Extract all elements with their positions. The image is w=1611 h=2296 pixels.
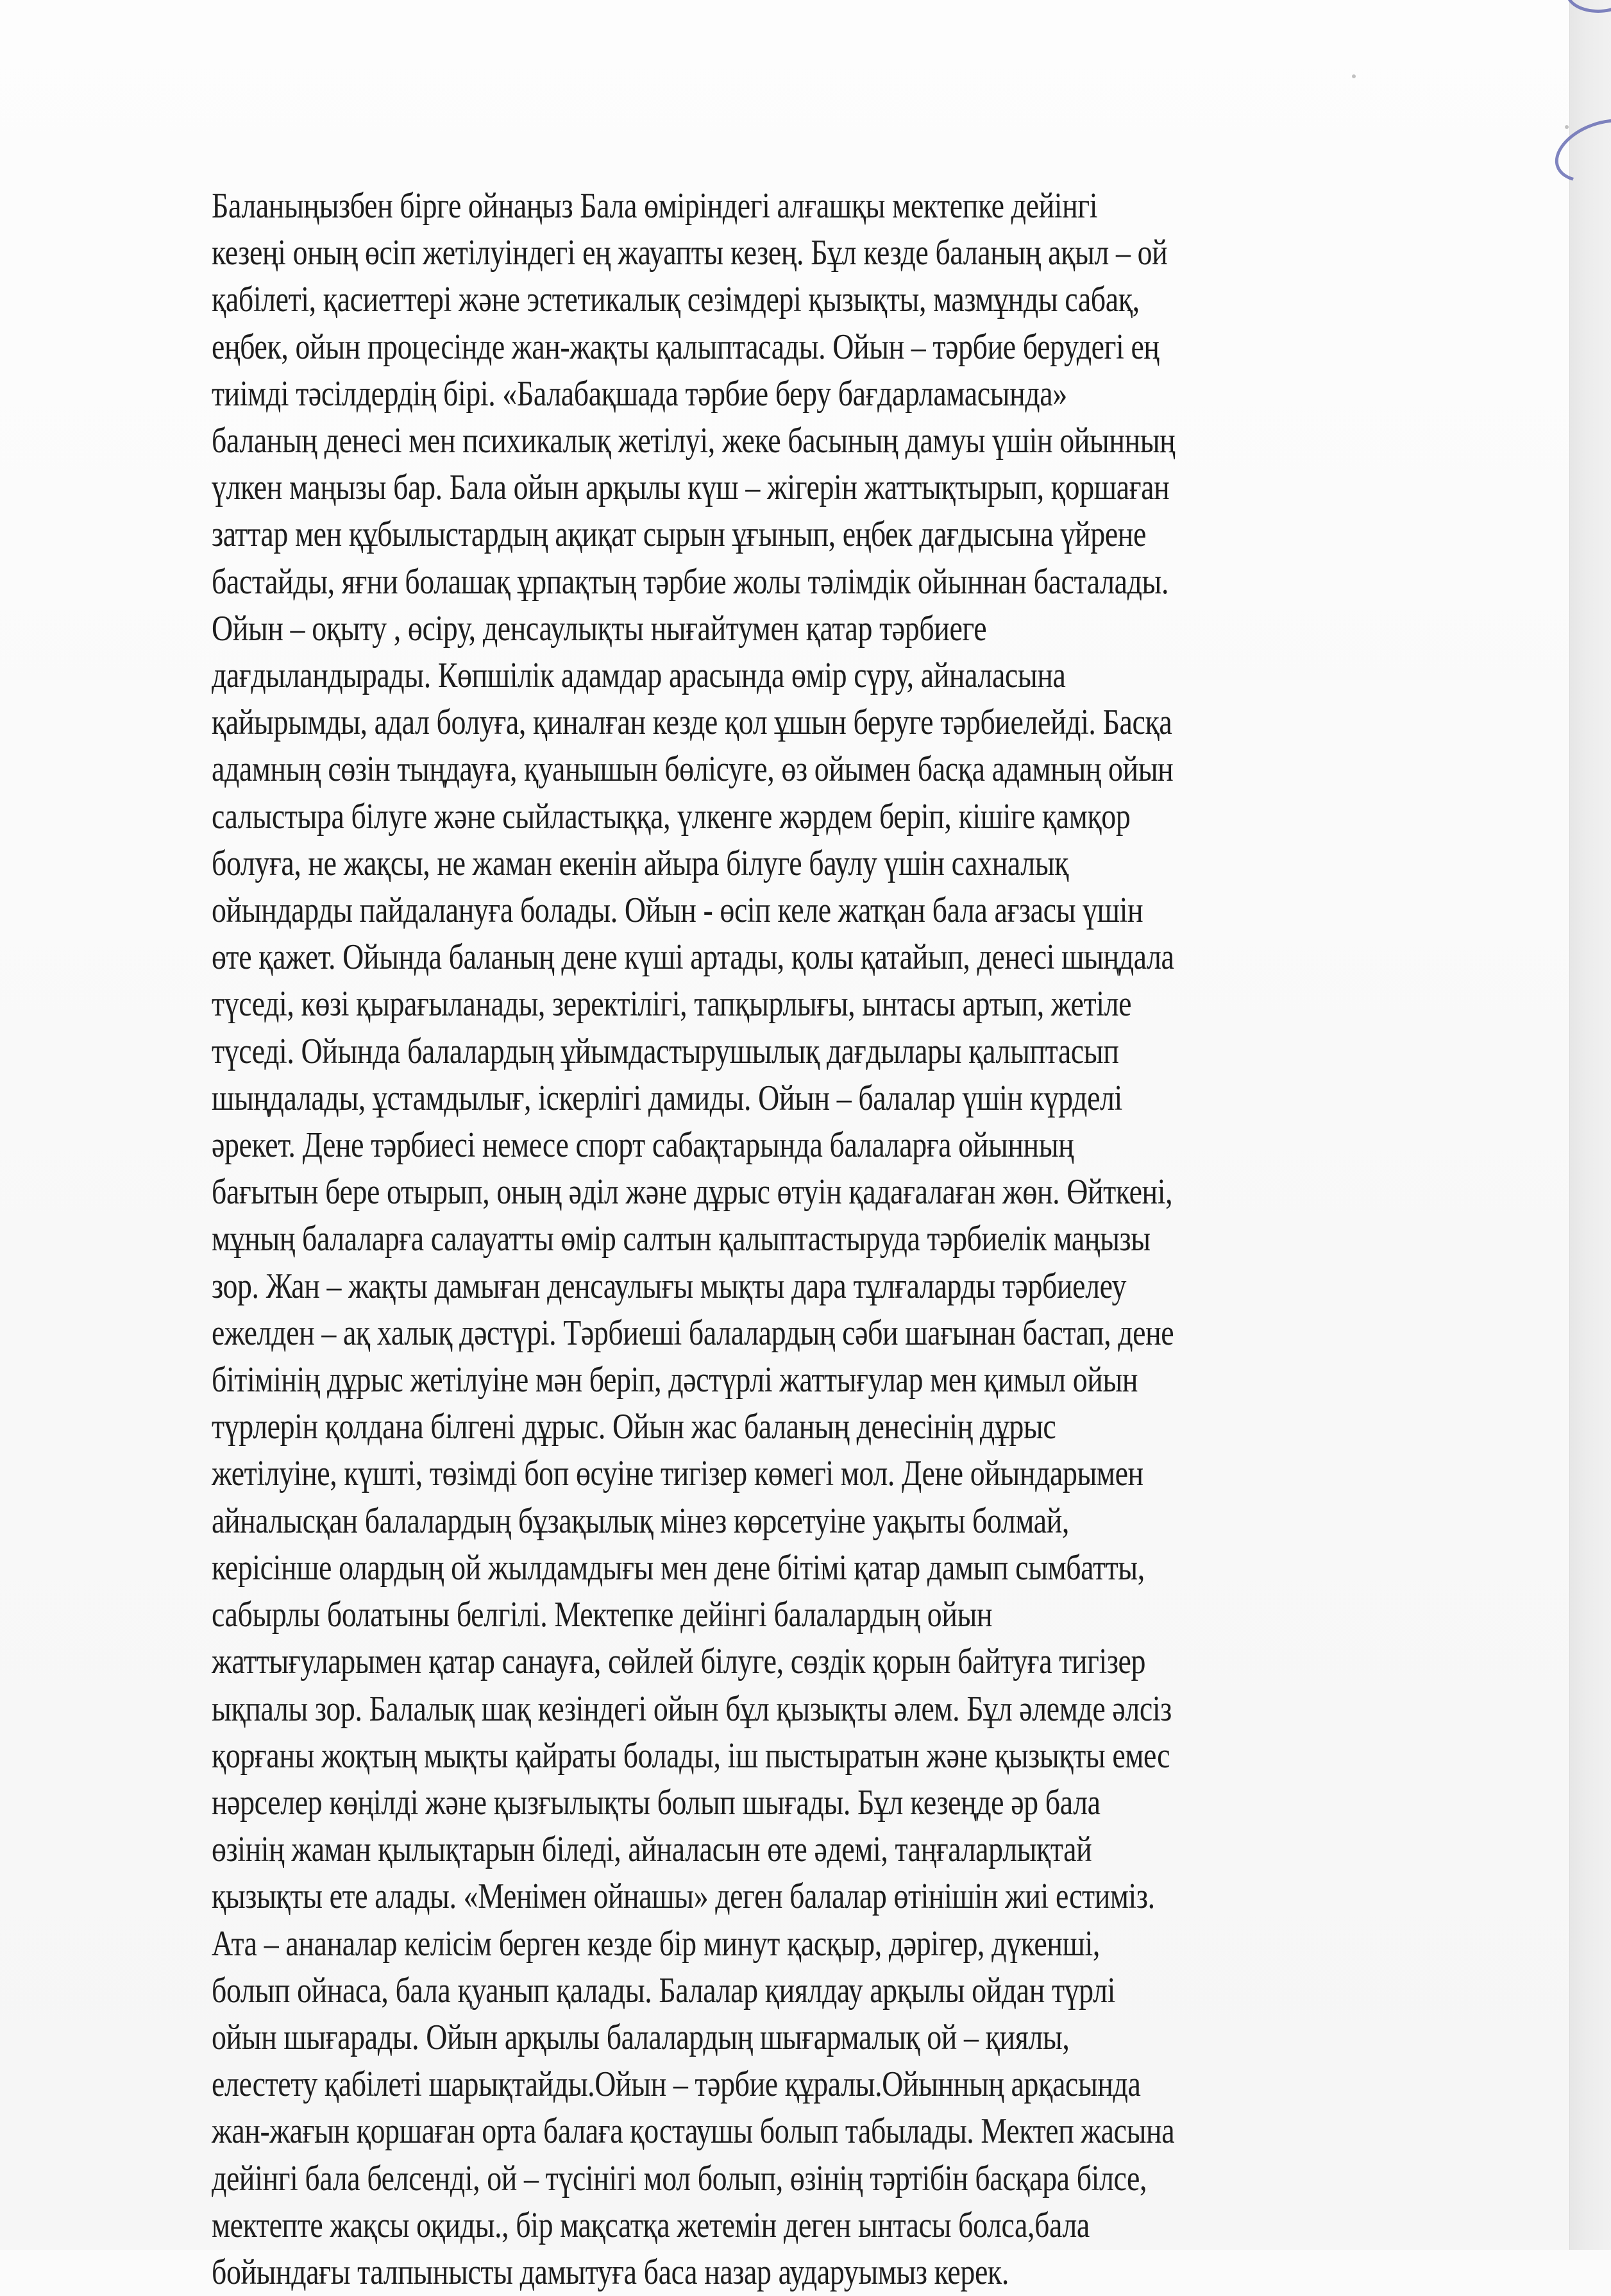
scan-speck: [1565, 125, 1569, 129]
text-line: баланың денесі мен психикалық жетілуі, жеке басының дамуы үшін ойынның: [212, 421, 1176, 461]
text-line: түрлерін қолдана білгені дұрыс. Ойын жас баланың денесінің дұрыс: [212, 1407, 1056, 1447]
text-line: ежелден – ақ халық дәстүрі. Тәрбиеші балалардың сәби шағынан бастап, дене: [212, 1313, 1174, 1353]
text-line: мұның балаларға салауатты өмір салтын қалыптастыруда тәрбиелік маңызы: [212, 1219, 1151, 1259]
text-line: ойын шығарады. Ойын арқылы балалардың шығармалық ой – қиялы,: [212, 2017, 1070, 2057]
text-line: дағдыландырады. Көпшілік адамдар арасында өмір сүру, айналасына: [212, 656, 1066, 696]
scan-speck: [1352, 74, 1356, 78]
text-line: бағытын бере отырып, оның әділ және дұрыс өтуін қадағалаған жөн. Өйткені,: [212, 1172, 1173, 1212]
text-line: заттар мен құбылыстардың ақиқат сырын ұғынып, еңбек дағдысына үйрене: [212, 514, 1146, 555]
text-line: салыстыра білуге және сыйластыққа, үлкенге жәрдем беріп, кішіге қамқор: [212, 796, 1131, 837]
text-line: қызықты ете алады. «Менімен ойнашы» деген балалар өтінішін жиі естиміз.: [212, 1876, 1155, 1917]
text-line: бітімінің дұрыс жетілуіне мән беріп, дәстүрлі жаттығулар мен қимыл ойын: [212, 1360, 1138, 1400]
text-line: ықпалы зор. Балалық шақ кезіндегі ойын бұл қызықты әлем. Бұл әлемде әлсіз: [212, 1688, 1172, 1729]
text-line: жаттығуларымен қатар санауға, сөйлей білуге, сөздік қорын байтуға тигізер: [212, 1642, 1146, 1682]
text-line: еңбек, ойын процесінде жан-жақты қалыптасады. Ойын – тәрбие берудегі ең: [212, 327, 1160, 367]
text-line: бастайды, яғни болашақ ұрпақтың тәрбие жолы тәлімдік ойыннан басталады.: [212, 561, 1169, 602]
pen-mark: [1566, 0, 1611, 13]
text-line: сабырлы болатыны белгілі. Мектепке дейінгі балалардың ойын: [212, 1595, 993, 1635]
text-line: кезеңі оның өсіп жетілуіндегі ең жауапты кезең. Бұл кезде баланың ақыл – ой: [212, 233, 1168, 273]
text-line: Баланыңызбен бірге ойнаңыз Бала өміріндегі алғашқы мектепке дейінгі: [212, 186, 1098, 226]
text-line: өте қажет. Ойында баланың дене күші артады, қолы қатайып, денесі шыңдала: [212, 937, 1174, 978]
text-line: адамның сөзін тыңдауға, қуанышын бөлісуге, өз ойымен басқа адамның ойын: [212, 749, 1174, 790]
text-line: нәрселер көңілді және қызғылықты болып шығады. Бұл кезеңде әр бала: [212, 1782, 1101, 1823]
text-line: шыңдалады, ұстамдылығ, іскерлігі дамиды. Ойын – балалар үшін күрделі: [212, 1078, 1122, 1118]
text-line: әрекет. Дене тәрбиесі немесе спорт сабақтарында балаларға ойынның: [212, 1125, 1074, 1166]
text-line: қорғаны жоқтың мықты қайраты болады, іш пыстыратын және қызықты емес: [212, 1735, 1170, 1776]
text-line: ойындарды пайдалануға болады. Ойын - өсіп келе жатқан бала ағзасы үшін: [212, 890, 1143, 931]
text-line: тиімді тәсілдердің бірі. «Балабақшада тәрбие беру бағдарламасында»: [212, 373, 1067, 414]
text-line: түседі, көзі қырағыланады, зеректілігі, тапқырлығы, ынтасы артып, жетіле: [212, 984, 1132, 1025]
text-line: айналысқан балалардың бұзақылық мінез көрсетуіне уақыты болмай,: [212, 1501, 1069, 1541]
text-line: болуға, не жақсы, не жаман екенін айыра білуге баулу үшін сахналық: [212, 843, 1069, 883]
text-line: болып ойнаса, бала қуанып қалады. Балалар қиялдау арқылы ойдан түрлі: [212, 1970, 1115, 2011]
document-body: [212, 183, 1494, 2296]
text-line: бойындағы талпынысты дамытуға баса назар аударуымыз керек.: [212, 2252, 1009, 2292]
text-line: өзінің жаман қылықтарын біледі, айналасын өте әдемі, таңғаларлықтай: [212, 1830, 1092, 1870]
text-line: зор. Жан – жақты дамыған денсаулығы мықты дара тұлғаларды тәрбиелеу: [212, 1266, 1127, 1306]
text-line: керісінше олардың ой жылдамдығы мен дене бітімі қатар дамып сымбатты,: [212, 1547, 1145, 1588]
text-line: үлкен маңызы бар. Бала ойын арқылы күш – жігерін жаттықтырып, қоршаған: [212, 468, 1170, 508]
text-line: қайырымды, адал болуға, қиналған кезде қол ұшын беруге тәрбиелейді. Басқа: [212, 702, 1172, 743]
text-line: елестету қабілеті шарықтайды.Ойын – тәрбие құралы.Ойынның арқасында: [212, 2064, 1141, 2105]
text-line: Ата – ананалар келісім берген кезде бір минут қасқыр, дәрігер, дүкенші,: [212, 1923, 1100, 1964]
text-line: мектепте жақсы оқиды., бір мақсатқа жетемін деген ынтасы болса,бала: [212, 2205, 1090, 2245]
text-line: Ойын – оқыту , өсіру, денсаулықты нығайтумен қатар тәрбиеге: [212, 608, 987, 649]
scan-edge-strip: [1569, 0, 1611, 2250]
text-line: дейінгі бала белсенді, ой – түсінігі мол болып, өзінің тәртібін басқара білсе,: [212, 2158, 1147, 2198]
text-line: жан-жағын қоршаған орта балаға қостаушы болып табылады. Мектеп жасына: [212, 2111, 1175, 2152]
text-line: жетілуіне, күшті, төзімді боп өсуіне тигізер көмегі мол. Дене ойындарымен: [212, 1454, 1143, 1494]
text-line: қабілеті, қасиеттері және эстетикалық сезімдері қызықты, мазмұнды сабақ,: [212, 280, 1140, 320]
text-line: түседі. Ойында балалардың ұйымдастырушылық дағдылары қалыптасып: [212, 1031, 1119, 1071]
